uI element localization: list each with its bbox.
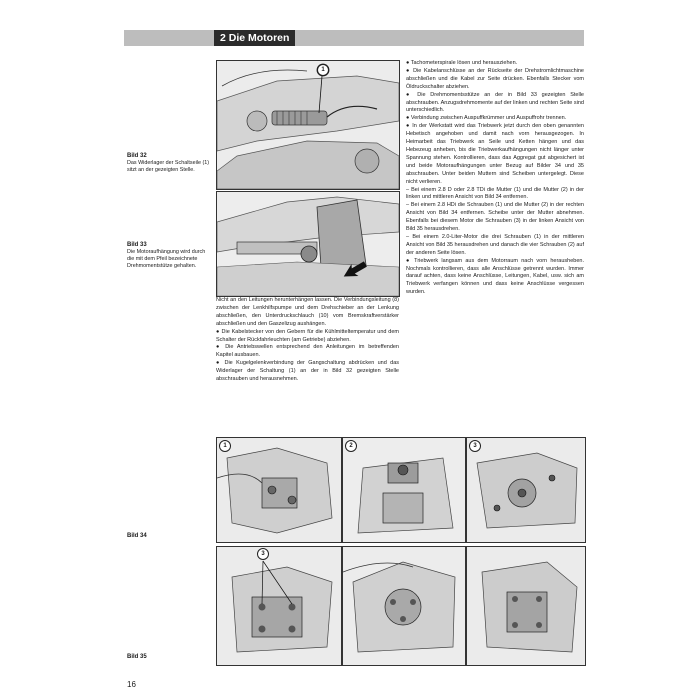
bild35-panel-left (216, 546, 342, 666)
right-paragraph: ● Verbindung zwischen Auspuffkrümmer und Auspuffrohr trennen. (406, 115, 567, 122)
right-paragraph: – Bei einem 2.8 HDi die Schrauben (1) und die Mutter (2) in der rechten Ansicht von Bild 34 entfernen. Scheibe unter der Mutter abnehmen. Ebenfalls bei diesem Motor die Schrauben (3) in der linken Ansicht von Bild 35 herausdrehen. (406, 202, 584, 233)
right-text-column (406, 60, 584, 297)
bild33-engine-illustration (217, 192, 399, 296)
right-paragraph: – Bei einem 2.0-Liter-Motor die drei Schrauben (1) in der mittleren Ansicht von Bild 35 herausdrehen und danach die vier Schrauben (2) auf der anderen Seite lösen. (406, 233, 584, 256)
left-paragraph: ● Die Kabelstecker von den Gebern für die Kühlmitteltemperatur und dem Schalter der Rückfahrleuchten (am Getriebe) abziehen. (216, 328, 399, 343)
bild35-label: Bild 35 (127, 654, 147, 660)
bild35-right-illustration (467, 547, 585, 665)
page-number: 16 (127, 680, 136, 689)
right-paragraph: ● Die Drehmomentsstütze an der in Bild 33 gezeigten Stelle abschrauben. Anzugsdrehmomente auf der linken und rechten Seite sind unterschiedlich. (406, 91, 584, 114)
right-paragraph: ● Triebwerk langsam aus dem Motorraum nach vorn herausheben. Nochmals kontrollieren, dass alle Anschlüsse getrennt wurden. Immer darauf achten, dass keine Anschlüsse, Leitungen, Kabel, usw. sich am Triebwerk verfangen können und dass keine Anschlüsse vergessen wurden. (406, 257, 584, 296)
bild34-panel-number: 2 (345, 440, 357, 452)
bild34-label: Bild 34 (127, 533, 147, 539)
bild33-label: Bild 33 (127, 242, 147, 248)
left-paragraph: ● Die Kugelgelenkverbindung der Gangschaltung abdrücken und das Widerlager der Schaltung (1) an der in Bild 32 gezeigten Stelle abschrauben und herausnehmen. (216, 360, 399, 383)
header-bar (124, 30, 584, 46)
bild35-panel-right (466, 546, 586, 666)
bild33-caption (127, 242, 213, 270)
bild35-panel-middle (342, 546, 466, 666)
bild34-panel-left (216, 437, 342, 543)
bild35-left-illustration (217, 547, 341, 665)
bild34-left-illustration (217, 438, 341, 542)
bild32-engine-illustration (217, 61, 399, 189)
left-paragraph: ● Die Antriebswellen entsprechend den Anleitungen im betreffenden Kapitel ausbauen. (216, 344, 399, 359)
left-text-column (216, 297, 399, 384)
right-paragraph: – Bei einem 2.8 D oder 2.8 TDi die Mutter (1) und die Mutter (2) in der linken und mittleren Ansicht von Bild 34 entfernen. (406, 186, 584, 201)
bild34-panel-middle (342, 437, 466, 543)
bild32-photo (216, 60, 400, 190)
right-paragraph: ● Tachometerspirale lösen und herausziehen. (406, 60, 518, 66)
bild34-panel-number: 3 (469, 440, 481, 452)
bild32-caption (127, 153, 213, 174)
bild33-photo (216, 191, 400, 297)
bild35-middle-illustration (343, 547, 465, 665)
chapter-title: 2 Die Motoren (214, 30, 295, 46)
bild32-callout: 1 (317, 64, 329, 76)
bild32-caption-text: Das Widerlager der Schaltseile (1) sitzt an der gezeigten Stelle. (127, 160, 210, 173)
left-paragraph: Nicht an den Leitungen herunterhängen lassen. Die Verbindungsleitung (8) zwischen der Lenkhilfspumpe und dem Drehschieber an der Lenkung abschließen, den Unterdruckschlauch (10) vom Bremskraftverstärker abschließen und den Gaszelizug aushängen. (216, 297, 399, 327)
bild35-callout: 3 (257, 548, 269, 560)
bild33-caption-text: Die Motoraufhängung wird durch die mit dem Pfeil bezeichnete Drehmomentstütze gehalten. (127, 249, 206, 269)
bild34-middle-illustration (343, 438, 465, 542)
bild34-panel-number: 1 (219, 440, 231, 452)
right-paragraph: ● In der Werkstatt wird das Triebwerk jetzt durch den oben genannten Hebetisch angehoben und damit nach vorn herausgezogen. In Heimarbeit das Triebwerk an Seile und Ketten hängen und das Hebezeug anheben, bis die Triebwerkaufhängungen nicht länger unter Spannung stehen. Kontrollieren, dass das Aggregat gut abgesichert ist und beide Motoraufhängungen unter Bezug auf Bilder 34 und 35 abschrauben. Unter beiden Muttern sind Scheiben untergelegt. Diese nicht verlieren. (406, 123, 584, 185)
bild34-right-illustration (467, 438, 585, 542)
right-paragraph: ● Die Kabelanschlüsse an der Rückseite der Drehstromlichtmaschine abschließen und die Kabel zur Seite drücken. Ebenfalls Stecker vom Öldruckschalter abziehen. (406, 67, 584, 90)
bild34-panel-right (466, 437, 586, 543)
bild32-label: Bild 32 (127, 153, 147, 159)
